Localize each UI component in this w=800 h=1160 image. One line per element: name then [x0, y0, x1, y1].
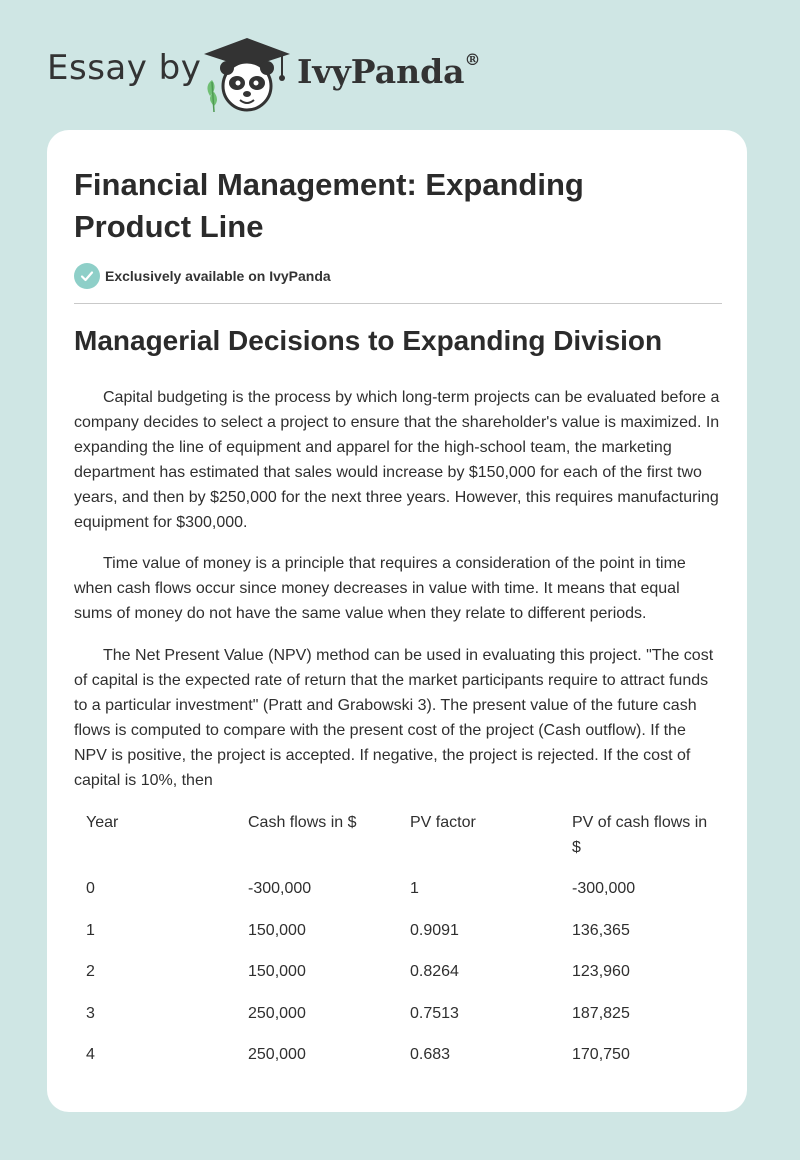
table-cell: 170,750 — [572, 1046, 630, 1063]
table-cell: 250,000 — [248, 1004, 306, 1022]
page-title: Financial Management: Expanding Product Line — [74, 167, 584, 244]
column-header: Cash flows in $ — [248, 814, 357, 831]
table-cell: 250,000 — [248, 1046, 306, 1063]
table-row — [74, 1042, 722, 1084]
badge-text: Exclusively available on IvyPanda — [105, 268, 331, 284]
paragraph: The Net Present Value (NPV) method can be used in evaluating this project. "The cost of capital is the expected rate of return that the market participants require to attract funds to a particular investment" (Pratt and Grabowski 3). The present value of the future cash flows is computed to compare with the present cost of the project (Cash outflow). If the NPV is positive, the project is accepted. If negative, the project is rejected. If the cost of capital is 10%, then — [74, 647, 714, 789]
column-header: PV factor — [410, 814, 476, 831]
table-cell: 136,365 — [572, 921, 630, 939]
paragraph: Capital budgeting is the process by which long-term projects can be evaluated before a company decides to select a project to ensure that the shareholder's value is maximized. In expanding the line of equipment and apparel for the high-school team, the marketing department has estimated that sales would increase by $150,000 for each of the first two years, and then by $250,000 for the next three years. However, this requires manufacturing equipment for $300,000. — [74, 389, 720, 531]
essay-by-label: Essay by — [47, 48, 202, 88]
panda-logo-icon[interactable] — [202, 36, 292, 114]
table-row — [74, 959, 722, 1001]
table-row — [74, 918, 722, 960]
table-cell: 0.9091 — [410, 921, 459, 939]
paragraph: Time value of money is a principle that requires a consideration of the point in time when cash flows occur since money decreases in value with time. It means that equal sums of money do not have the same value when they relate to different periods. — [74, 555, 686, 622]
table-cell: 3 — [86, 1004, 95, 1022]
table-cell: 0.683 — [410, 1046, 451, 1063]
table-cell: 1 — [410, 880, 419, 897]
table-cell: 2 — [86, 963, 95, 980]
checkmark-icon — [74, 263, 100, 289]
essay-card — [47, 130, 747, 1112]
table-cell: 123,960 — [572, 963, 630, 980]
column-header: Year — [86, 814, 119, 831]
column-header: PV of cash flows in $ — [572, 814, 708, 856]
brand-text: IvyPanda — [297, 52, 465, 91]
table-cell: 4 — [86, 1046, 95, 1063]
brand-name[interactable] — [297, 52, 481, 91]
registered-mark: ® — [464, 50, 481, 69]
table-row — [74, 876, 722, 918]
table-cell: 187,825 — [572, 1004, 630, 1022]
table-row — [74, 1001, 722, 1043]
section-heading: Managerial Decisions to Expanding Division — [74, 325, 663, 356]
cash-flow-table — [74, 810, 722, 1084]
table-cell: -300,000 — [572, 880, 636, 897]
site-header — [47, 30, 747, 110]
table-header-row — [74, 810, 722, 876]
table-cell: 0 — [86, 880, 95, 897]
table-cell: -300,000 — [248, 880, 312, 897]
table-cell: 150,000 — [248, 921, 306, 939]
divider — [74, 303, 722, 304]
table-cell: 150,000 — [248, 963, 306, 980]
table-cell: 0.7513 — [410, 1004, 459, 1022]
table-cell: 1 — [86, 921, 95, 939]
exclusive-badge — [74, 263, 331, 289]
table-cell: 0.8264 — [410, 963, 459, 980]
